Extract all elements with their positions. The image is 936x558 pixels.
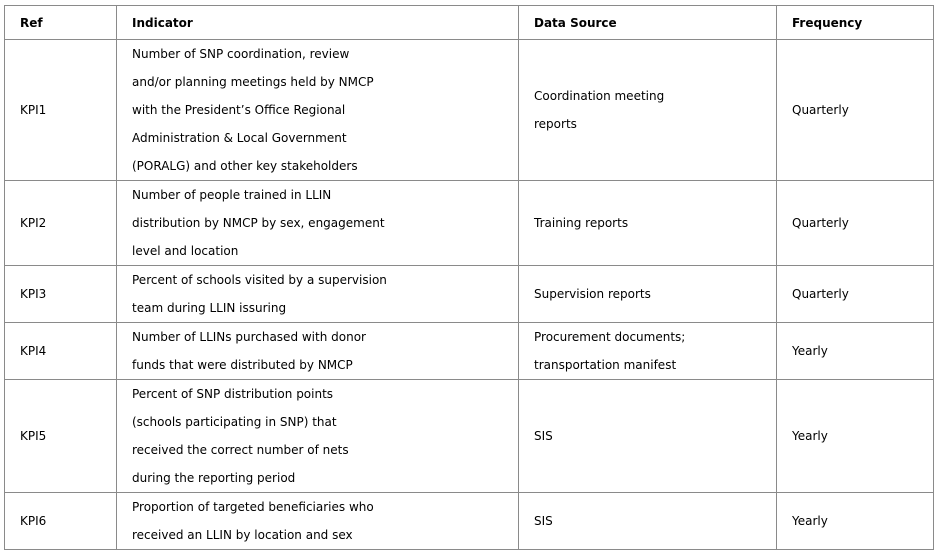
ref-cell: KPI5 <box>5 380 117 493</box>
indicator-line: (schools participating in SNP) that <box>132 415 337 429</box>
indicator-line: and/or planning meetings held by NMCP <box>132 75 374 89</box>
indicator-cell <box>117 380 519 493</box>
header-indicator: Indicator <box>117 6 519 40</box>
data-source-line: transportation manifest <box>534 358 677 372</box>
indicator-line: Number of SNP coordination, review <box>132 47 350 61</box>
indicator-line: received an LLIN by location and sex <box>132 528 353 542</box>
frequency-cell: Yearly <box>777 380 934 493</box>
table-row <box>5 380 934 493</box>
ref-cell: KPI1 <box>5 40 117 181</box>
data-source-line: Training reports <box>534 216 629 230</box>
indicator-line: with the President’s Office Regional <box>132 103 346 117</box>
table-row <box>5 493 934 550</box>
frequency-cell: Yearly <box>777 493 934 550</box>
indicator-cell <box>117 40 519 181</box>
ref-cell: KPI4 <box>5 323 117 380</box>
indicator-line: distribution by NMCP by sex, engagement <box>132 216 385 230</box>
indicator-line: during the reporting period <box>132 471 296 485</box>
kpi-table <box>4 5 934 550</box>
table-row <box>5 323 934 380</box>
data-source-cell <box>519 380 777 493</box>
indicator-line: funds that were distributed by NMCP <box>132 358 353 372</box>
data-source-line: Procurement documents; <box>534 330 686 344</box>
header-frequency: Frequency <box>777 6 934 40</box>
data-source-line: reports <box>534 117 577 131</box>
data-source-cell <box>519 323 777 380</box>
indicator-cell <box>117 493 519 550</box>
data-source-cell <box>519 40 777 181</box>
frequency-cell: Yearly <box>777 323 934 380</box>
header-ref: Ref <box>5 6 117 40</box>
indicator-line: Number of people trained in LLIN <box>132 188 332 202</box>
indicator-line: Percent of schools visited by a supervision <box>132 273 387 287</box>
ref-cell: KPI3 <box>5 266 117 323</box>
header-data-source: Data Source <box>519 6 777 40</box>
table-row <box>5 40 934 181</box>
ref-cell: KPI6 <box>5 493 117 550</box>
indicator-line: Number of LLINs purchased with donor <box>132 330 366 344</box>
table-row <box>5 181 934 266</box>
indicator-line: received the correct number of nets <box>132 443 349 457</box>
indicator-cell <box>117 323 519 380</box>
indicator-line: team during LLIN issuring <box>132 301 287 315</box>
frequency-cell: Quarterly <box>777 40 934 181</box>
data-source-cell <box>519 181 777 266</box>
indicator-line: level and location <box>132 244 239 258</box>
ref-cell: KPI2 <box>5 181 117 266</box>
data-source-line: SIS <box>534 429 553 443</box>
indicator-line: (PORALG) and other key stakeholders <box>132 159 358 173</box>
indicator-cell <box>117 266 519 323</box>
table-row <box>5 266 934 323</box>
data-source-line: Supervision reports <box>534 287 651 301</box>
data-source-line: SIS <box>534 514 553 528</box>
indicator-cell <box>117 181 519 266</box>
indicator-line: Percent of SNP distribution points <box>132 387 334 401</box>
data-source-line: Coordination meeting <box>534 89 665 103</box>
data-source-cell <box>519 493 777 550</box>
data-source-cell <box>519 266 777 323</box>
indicator-line: Proportion of targeted beneficiaries who <box>132 500 374 514</box>
indicator-line: Administration & Local Government <box>132 131 347 145</box>
frequency-cell: Quarterly <box>777 266 934 323</box>
frequency-cell: Quarterly <box>777 181 934 266</box>
header-row <box>5 6 934 40</box>
